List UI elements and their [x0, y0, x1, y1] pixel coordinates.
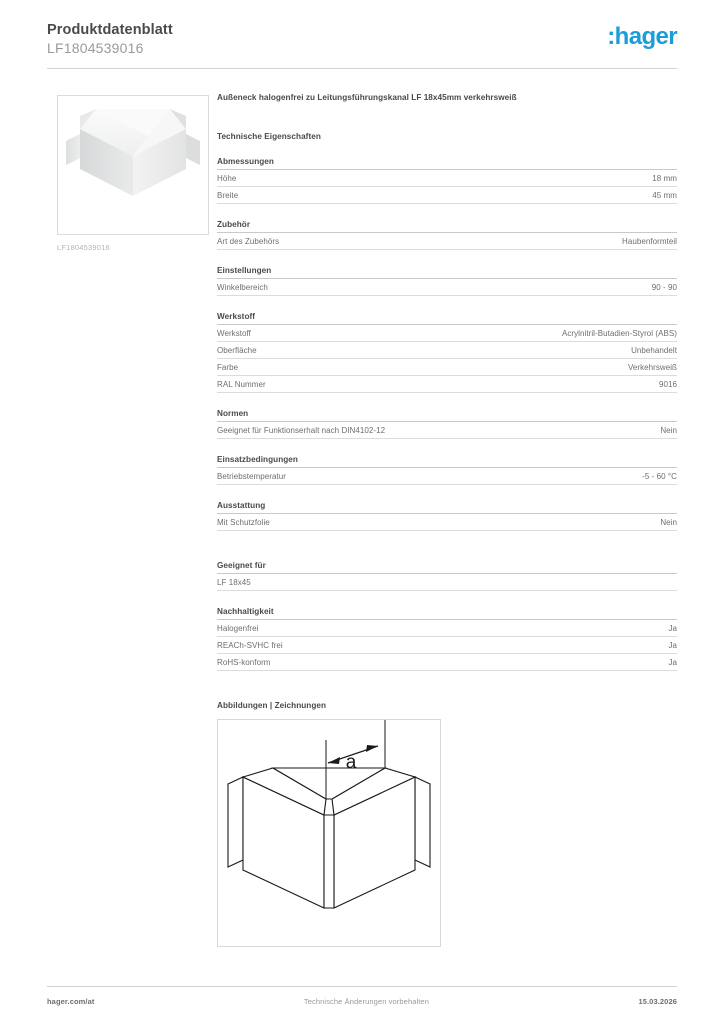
spec-value: Haubenformteil [622, 237, 677, 246]
spec-label: LF 18x45 [217, 578, 251, 587]
spec-label: Halogenfrei [217, 624, 259, 633]
spec-value: Acrylnitril-Butadien-Styrol (ABS) [561, 329, 677, 338]
product-image-frame [57, 95, 209, 235]
technical-drawing-corner [218, 720, 440, 946]
spec-label: Mit Schutzfolie [217, 518, 270, 527]
spec-label: Farbe [217, 363, 239, 372]
page-header [47, 22, 677, 68]
spec-group-title: Nachhaltigkeit [217, 607, 677, 620]
page-title: Produktdatenblatt [47, 22, 173, 38]
spec-label: Höhe [217, 174, 237, 183]
spec-label: Geeignet für Funktionserhalt nach DIN4102-12 [217, 426, 386, 435]
spec-row [217, 574, 677, 591]
technical-drawing-frame [217, 719, 441, 947]
spec-value: Ja [668, 658, 677, 667]
spec-group-title: Normen [217, 409, 677, 422]
footer-date: 15.03.2026 [638, 996, 677, 1006]
spec-group-title: Einsatzbedingungen [217, 455, 677, 468]
spec-row [217, 422, 677, 439]
spec-row [217, 279, 677, 296]
spec-value: 45 mm [652, 191, 677, 200]
spec-label: Betriebstemperatur [217, 472, 286, 481]
spec-value: 9016 [659, 380, 677, 389]
header-titles [47, 22, 173, 57]
spec-value: Nein [660, 518, 677, 527]
spec-row [217, 376, 677, 393]
spec-value: Ja [668, 624, 677, 633]
spec-row [217, 187, 677, 204]
spec-group [217, 220, 677, 250]
spec-row [217, 654, 677, 671]
spec-group [217, 607, 677, 671]
page-footer [47, 994, 677, 1008]
drawings-heading: Abbildungen | Zeichnungen [217, 701, 327, 710]
spec-row [217, 620, 677, 637]
technical-properties-heading: Technische Eigenschaften [217, 132, 321, 141]
spec-group [217, 266, 677, 296]
spec-group [217, 455, 677, 485]
spec-row [217, 359, 677, 376]
spec-group [217, 312, 677, 393]
spec-value: 90 - 90 [651, 283, 677, 292]
spec-group-title: Werkstoff [217, 312, 677, 325]
header-divider [47, 68, 677, 69]
spec-group-title: Zubehör [217, 220, 677, 233]
spec-row [217, 233, 677, 250]
product-image-caption: LF1804539016 [57, 243, 110, 252]
spec-row [217, 637, 677, 654]
spec-label: RAL Nummer [217, 380, 266, 389]
main-content [217, 92, 677, 947]
spec-group [217, 157, 677, 204]
spec-label: Oberfläche [217, 346, 257, 355]
article-number: LF1804539016 [47, 40, 144, 56]
spec-label: Breite [217, 191, 239, 200]
spec-label: Winkelbereich [217, 283, 268, 292]
spec-group-title: Einstellungen [217, 266, 677, 279]
spec-row [217, 342, 677, 359]
spec-value: Unbehandelt [631, 346, 677, 355]
spec-group [217, 501, 677, 531]
spec-value: 18 mm [652, 174, 677, 183]
spec-label: REACh-SVHC frei [217, 641, 283, 650]
spec-value: Nein [660, 426, 677, 435]
footer-divider [47, 986, 677, 987]
spec-label: Werkstoff [217, 329, 251, 338]
spec-row [217, 468, 677, 485]
footer-disclaimer: Technische Änderungen vorbehalten [303, 996, 429, 1006]
spec-groups [217, 157, 677, 671]
dimension-label-a: a [345, 752, 357, 773]
spec-label: Art des Zubehörs [217, 237, 280, 246]
spec-value: Ja [668, 641, 677, 650]
spec-label: RoHS-konform [217, 658, 271, 667]
product-image-block [57, 95, 209, 252]
footer-website[interactable]: hager.com/at [47, 996, 95, 1006]
spec-group [217, 561, 677, 591]
hager-logo: :hager [607, 23, 677, 50]
spec-value: Verkehrsweiß [627, 363, 677, 372]
spec-value: -5 - 60 °C [642, 472, 677, 481]
spec-group-title: Abmessungen [217, 157, 677, 170]
spec-group-title: Ausstattung [217, 501, 677, 514]
spec-row [217, 514, 677, 531]
spec-row [217, 170, 677, 187]
spec-group [217, 409, 677, 439]
spec-row [217, 325, 677, 342]
product-corner-photo [58, 96, 208, 234]
spec-group-title: Geeignet für [217, 561, 677, 574]
product-name: Außeneck halogenfrei zu Leitungsführungskanal LF 18x45mm verkehrsweiß [217, 93, 517, 102]
